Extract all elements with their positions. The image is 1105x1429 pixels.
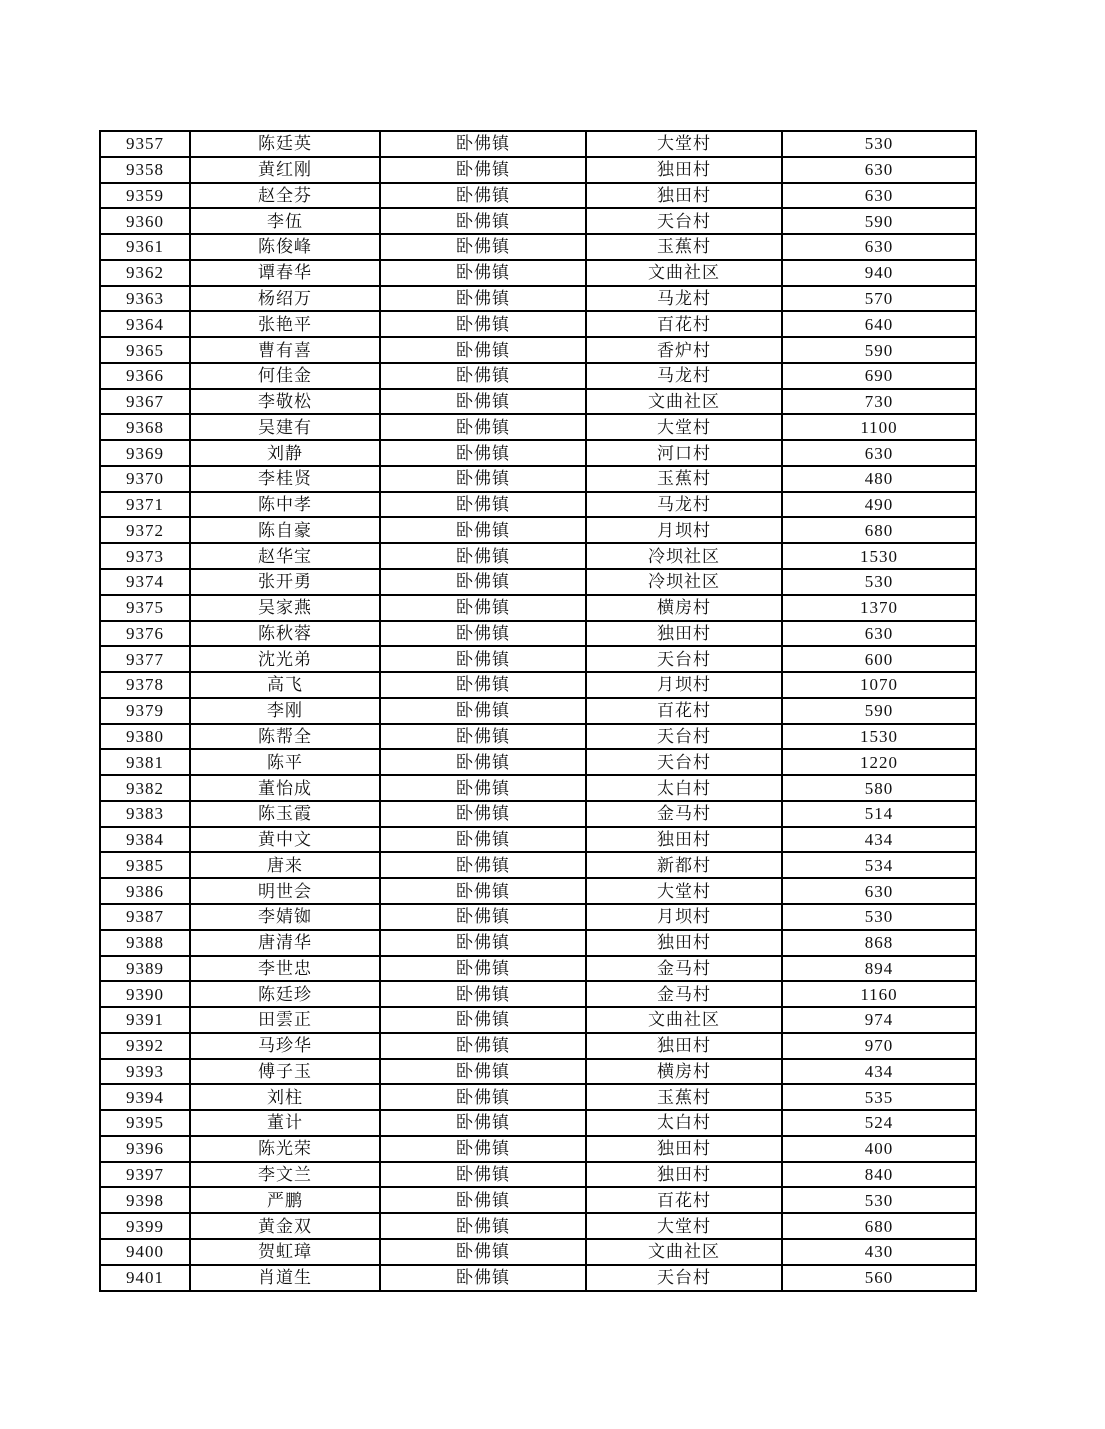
cell-village: 大堂村 (586, 878, 782, 904)
cell-village: 冷坝社区 (586, 569, 782, 595)
cell-town: 卧佛镇 (380, 1162, 586, 1188)
cell-town: 卧佛镇 (380, 157, 586, 183)
cell-village: 天台村 (586, 646, 782, 672)
cell-amount: 1220 (782, 749, 976, 775)
cell-id: 9394 (100, 1084, 190, 1110)
cell-village: 马龙村 (586, 492, 782, 518)
cell-town: 卧佛镇 (380, 930, 586, 956)
table-row (100, 131, 976, 157)
cell-village: 天台村 (586, 749, 782, 775)
cell-name: 李文兰 (190, 1162, 380, 1188)
cell-village: 太白村 (586, 1110, 782, 1136)
cell-name: 刘静 (190, 440, 380, 466)
cell-amount: 630 (782, 440, 976, 466)
cell-id: 9383 (100, 801, 190, 827)
cell-town: 卧佛镇 (380, 234, 586, 260)
cell-id: 9379 (100, 698, 190, 724)
cell-town: 卧佛镇 (380, 131, 586, 157)
table-row (100, 157, 976, 183)
cell-name: 贺虹璋 (190, 1239, 380, 1265)
cell-name: 黄金双 (190, 1213, 380, 1239)
table-row (100, 852, 976, 878)
table-row (100, 183, 976, 209)
cell-village: 大堂村 (586, 131, 782, 157)
roster-table (99, 130, 977, 1292)
cell-id: 9388 (100, 930, 190, 956)
table-row (100, 595, 976, 621)
cell-amount: 434 (782, 827, 976, 853)
cell-name: 黄红刚 (190, 157, 380, 183)
cell-id: 9392 (100, 1033, 190, 1059)
table-row (100, 672, 976, 698)
cell-name: 李敬松 (190, 389, 380, 415)
cell-village: 独田村 (586, 1136, 782, 1162)
cell-village: 河口村 (586, 440, 782, 466)
cell-town: 卧佛镇 (380, 852, 586, 878)
cell-town: 卧佛镇 (380, 260, 586, 286)
cell-amount: 590 (782, 208, 976, 234)
cell-village: 玉蕉村 (586, 234, 782, 260)
cell-id: 9362 (100, 260, 190, 286)
cell-amount: 434 (782, 1059, 976, 1085)
cell-id: 9366 (100, 363, 190, 389)
cell-town: 卧佛镇 (380, 517, 586, 543)
cell-name: 曹有喜 (190, 337, 380, 363)
cell-name: 陈平 (190, 749, 380, 775)
cell-id: 9363 (100, 286, 190, 312)
table-row (100, 234, 976, 260)
table-row (100, 1084, 976, 1110)
cell-village: 天台村 (586, 1265, 782, 1291)
cell-amount: 480 (782, 466, 976, 492)
table-row (100, 698, 976, 724)
cell-name: 明世会 (190, 878, 380, 904)
cell-town: 卧佛镇 (380, 827, 586, 853)
cell-town: 卧佛镇 (380, 363, 586, 389)
cell-id: 9357 (100, 131, 190, 157)
table-row (100, 878, 976, 904)
cell-name: 肖道生 (190, 1265, 380, 1291)
cell-id: 9396 (100, 1136, 190, 1162)
cell-id: 9367 (100, 389, 190, 415)
cell-town: 卧佛镇 (380, 1059, 586, 1085)
cell-village: 香炉村 (586, 337, 782, 363)
roster-table-body (100, 131, 976, 1291)
table-row (100, 724, 976, 750)
cell-village: 月坝村 (586, 517, 782, 543)
cell-name: 陈俊峰 (190, 234, 380, 260)
cell-id: 9376 (100, 621, 190, 647)
cell-id: 9369 (100, 440, 190, 466)
cell-name: 李婧铷 (190, 904, 380, 930)
table-row (100, 466, 976, 492)
cell-village: 文曲社区 (586, 389, 782, 415)
cell-name: 陈光荣 (190, 1136, 380, 1162)
table-row (100, 827, 976, 853)
cell-village: 独田村 (586, 827, 782, 853)
cell-town: 卧佛镇 (380, 595, 586, 621)
cell-village: 天台村 (586, 208, 782, 234)
cell-village: 百花村 (586, 1187, 782, 1213)
cell-town: 卧佛镇 (380, 956, 586, 982)
cell-name: 陈帮全 (190, 724, 380, 750)
cell-id: 9375 (100, 595, 190, 621)
cell-town: 卧佛镇 (380, 1213, 586, 1239)
cell-id: 9374 (100, 569, 190, 595)
cell-town: 卧佛镇 (380, 183, 586, 209)
cell-name: 陈中孝 (190, 492, 380, 518)
cell-id: 9387 (100, 904, 190, 930)
cell-town: 卧佛镇 (380, 749, 586, 775)
cell-amount: 530 (782, 904, 976, 930)
cell-amount: 690 (782, 363, 976, 389)
cell-name: 杨绍万 (190, 286, 380, 312)
cell-town: 卧佛镇 (380, 389, 586, 415)
cell-id: 9390 (100, 981, 190, 1007)
cell-id: 9386 (100, 878, 190, 904)
cell-amount: 530 (782, 131, 976, 157)
cell-amount: 560 (782, 1265, 976, 1291)
table-row (100, 1213, 976, 1239)
cell-id: 9397 (100, 1162, 190, 1188)
table-row (100, 801, 976, 827)
cell-amount: 524 (782, 1110, 976, 1136)
cell-village: 新都村 (586, 852, 782, 878)
table-row (100, 1162, 976, 1188)
cell-amount: 974 (782, 1007, 976, 1033)
table-row (100, 363, 976, 389)
cell-town: 卧佛镇 (380, 1187, 586, 1213)
table-row (100, 775, 976, 801)
cell-village: 大堂村 (586, 414, 782, 440)
cell-name: 陈自豪 (190, 517, 380, 543)
cell-town: 卧佛镇 (380, 801, 586, 827)
cell-town: 卧佛镇 (380, 878, 586, 904)
cell-id: 9370 (100, 466, 190, 492)
cell-village: 独田村 (586, 930, 782, 956)
cell-town: 卧佛镇 (380, 1084, 586, 1110)
table-row (100, 749, 976, 775)
cell-name: 唐清华 (190, 930, 380, 956)
cell-town: 卧佛镇 (380, 775, 586, 801)
cell-amount: 630 (782, 234, 976, 260)
cell-amount: 970 (782, 1033, 976, 1059)
table-row (100, 1033, 976, 1059)
cell-name: 董怡成 (190, 775, 380, 801)
cell-village: 天台村 (586, 724, 782, 750)
cell-village: 金马村 (586, 981, 782, 1007)
cell-village: 横房村 (586, 1059, 782, 1085)
cell-name: 张艳平 (190, 311, 380, 337)
cell-name: 李刚 (190, 698, 380, 724)
table-row (100, 1187, 976, 1213)
cell-village: 独田村 (586, 621, 782, 647)
table-row (100, 646, 976, 672)
cell-town: 卧佛镇 (380, 569, 586, 595)
cell-amount: 840 (782, 1162, 976, 1188)
cell-id: 9389 (100, 956, 190, 982)
cell-town: 卧佛镇 (380, 1033, 586, 1059)
cell-town: 卧佛镇 (380, 286, 586, 312)
cell-town: 卧佛镇 (380, 1110, 586, 1136)
cell-village: 玉蕉村 (586, 466, 782, 492)
cell-name: 严鹏 (190, 1187, 380, 1213)
cell-amount: 514 (782, 801, 976, 827)
cell-id: 9368 (100, 414, 190, 440)
cell-id: 9378 (100, 672, 190, 698)
cell-town: 卧佛镇 (380, 440, 586, 466)
cell-name: 李桂贤 (190, 466, 380, 492)
cell-id: 9360 (100, 208, 190, 234)
cell-name: 陈廷英 (190, 131, 380, 157)
table-row (100, 1007, 976, 1033)
cell-name: 谭春华 (190, 260, 380, 286)
cell-town: 卧佛镇 (380, 466, 586, 492)
cell-name: 陈廷珍 (190, 981, 380, 1007)
cell-id: 9399 (100, 1213, 190, 1239)
cell-village: 独田村 (586, 183, 782, 209)
table-row (100, 569, 976, 595)
cell-amount: 530 (782, 1187, 976, 1213)
cell-village: 文曲社区 (586, 1007, 782, 1033)
cell-village: 太白村 (586, 775, 782, 801)
cell-town: 卧佛镇 (380, 543, 586, 569)
cell-id: 9401 (100, 1265, 190, 1291)
cell-name: 赵全芬 (190, 183, 380, 209)
cell-amount: 1160 (782, 981, 976, 1007)
cell-id: 9382 (100, 775, 190, 801)
cell-id: 9377 (100, 646, 190, 672)
cell-name: 沈光弟 (190, 646, 380, 672)
cell-town: 卧佛镇 (380, 1136, 586, 1162)
cell-town: 卧佛镇 (380, 337, 586, 363)
table-row (100, 208, 976, 234)
cell-town: 卧佛镇 (380, 1265, 586, 1291)
cell-amount: 1070 (782, 672, 976, 698)
cell-town: 卧佛镇 (380, 981, 586, 1007)
cell-town: 卧佛镇 (380, 904, 586, 930)
cell-village: 马龙村 (586, 286, 782, 312)
table-row (100, 904, 976, 930)
cell-amount: 868 (782, 930, 976, 956)
cell-amount: 894 (782, 956, 976, 982)
table-row (100, 389, 976, 415)
table-row (100, 440, 976, 466)
cell-name: 田雲正 (190, 1007, 380, 1033)
cell-amount: 680 (782, 1213, 976, 1239)
cell-village: 金马村 (586, 956, 782, 982)
cell-amount: 530 (782, 569, 976, 595)
cell-id: 9385 (100, 852, 190, 878)
cell-id: 9380 (100, 724, 190, 750)
cell-id: 9384 (100, 827, 190, 853)
table-row (100, 286, 976, 312)
table-row (100, 621, 976, 647)
cell-amount: 590 (782, 698, 976, 724)
cell-town: 卧佛镇 (380, 621, 586, 647)
table-row (100, 492, 976, 518)
cell-name: 李伍 (190, 208, 380, 234)
cell-town: 卧佛镇 (380, 1007, 586, 1033)
cell-id: 9364 (100, 311, 190, 337)
cell-amount: 1100 (782, 414, 976, 440)
cell-village: 月坝村 (586, 904, 782, 930)
cell-name: 傅子玉 (190, 1059, 380, 1085)
cell-amount: 580 (782, 775, 976, 801)
cell-id: 9365 (100, 337, 190, 363)
cell-id: 9400 (100, 1239, 190, 1265)
cell-id: 9372 (100, 517, 190, 543)
cell-village: 玉蕉村 (586, 1084, 782, 1110)
table-row (100, 981, 976, 1007)
cell-amount: 940 (782, 260, 976, 286)
table-row (100, 517, 976, 543)
cell-name: 董计 (190, 1110, 380, 1136)
cell-town: 卧佛镇 (380, 672, 586, 698)
cell-name: 唐来 (190, 852, 380, 878)
cell-name: 吴家燕 (190, 595, 380, 621)
table-row (100, 337, 976, 363)
cell-amount: 534 (782, 852, 976, 878)
cell-amount: 630 (782, 621, 976, 647)
table-row (100, 930, 976, 956)
table-row (100, 956, 976, 982)
cell-village: 文曲社区 (586, 1239, 782, 1265)
cell-amount: 490 (782, 492, 976, 518)
cell-id: 9381 (100, 749, 190, 775)
cell-village: 月坝村 (586, 672, 782, 698)
cell-id: 9373 (100, 543, 190, 569)
cell-town: 卧佛镇 (380, 414, 586, 440)
cell-town: 卧佛镇 (380, 208, 586, 234)
cell-id: 9398 (100, 1187, 190, 1213)
cell-amount: 590 (782, 337, 976, 363)
cell-amount: 535 (782, 1084, 976, 1110)
table-row (100, 1265, 976, 1291)
table-row (100, 311, 976, 337)
cell-amount: 1530 (782, 543, 976, 569)
cell-village: 百花村 (586, 311, 782, 337)
cell-amount: 630 (782, 878, 976, 904)
cell-amount: 570 (782, 286, 976, 312)
cell-village: 大堂村 (586, 1213, 782, 1239)
cell-id: 9391 (100, 1007, 190, 1033)
cell-id: 9359 (100, 183, 190, 209)
cell-name: 吴建有 (190, 414, 380, 440)
cell-name: 刘柱 (190, 1084, 380, 1110)
cell-amount: 430 (782, 1239, 976, 1265)
cell-name: 何佳金 (190, 363, 380, 389)
cell-name: 李世忠 (190, 956, 380, 982)
table-row (100, 1239, 976, 1265)
cell-village: 横房村 (586, 595, 782, 621)
cell-town: 卧佛镇 (380, 724, 586, 750)
cell-amount: 730 (782, 389, 976, 415)
table-row (100, 543, 976, 569)
cell-village: 独田村 (586, 157, 782, 183)
cell-village: 独田村 (586, 1162, 782, 1188)
cell-village: 冷坝社区 (586, 543, 782, 569)
cell-amount: 630 (782, 157, 976, 183)
table-row (100, 1136, 976, 1162)
cell-town: 卧佛镇 (380, 492, 586, 518)
table-row (100, 1059, 976, 1085)
cell-name: 张开勇 (190, 569, 380, 595)
cell-id: 9358 (100, 157, 190, 183)
cell-id: 9371 (100, 492, 190, 518)
cell-amount: 630 (782, 183, 976, 209)
cell-amount: 1370 (782, 595, 976, 621)
cell-town: 卧佛镇 (380, 311, 586, 337)
cell-id: 9395 (100, 1110, 190, 1136)
cell-name: 高飞 (190, 672, 380, 698)
cell-town: 卧佛镇 (380, 1239, 586, 1265)
cell-village: 文曲社区 (586, 260, 782, 286)
cell-amount: 1530 (782, 724, 976, 750)
cell-amount: 400 (782, 1136, 976, 1162)
table-row (100, 1110, 976, 1136)
cell-town: 卧佛镇 (380, 646, 586, 672)
cell-name: 赵华宝 (190, 543, 380, 569)
cell-name: 陈玉霞 (190, 801, 380, 827)
cell-village: 百花村 (586, 698, 782, 724)
cell-name: 黄中文 (190, 827, 380, 853)
cell-amount: 640 (782, 311, 976, 337)
table-row (100, 260, 976, 286)
cell-name: 马珍华 (190, 1033, 380, 1059)
cell-village: 独田村 (586, 1033, 782, 1059)
cell-amount: 680 (782, 517, 976, 543)
table-row (100, 414, 976, 440)
cell-amount: 600 (782, 646, 976, 672)
cell-id: 9393 (100, 1059, 190, 1085)
cell-name: 陈秋蓉 (190, 621, 380, 647)
cell-id: 9361 (100, 234, 190, 260)
cell-village: 金马村 (586, 801, 782, 827)
cell-village: 马龙村 (586, 363, 782, 389)
cell-town: 卧佛镇 (380, 698, 586, 724)
